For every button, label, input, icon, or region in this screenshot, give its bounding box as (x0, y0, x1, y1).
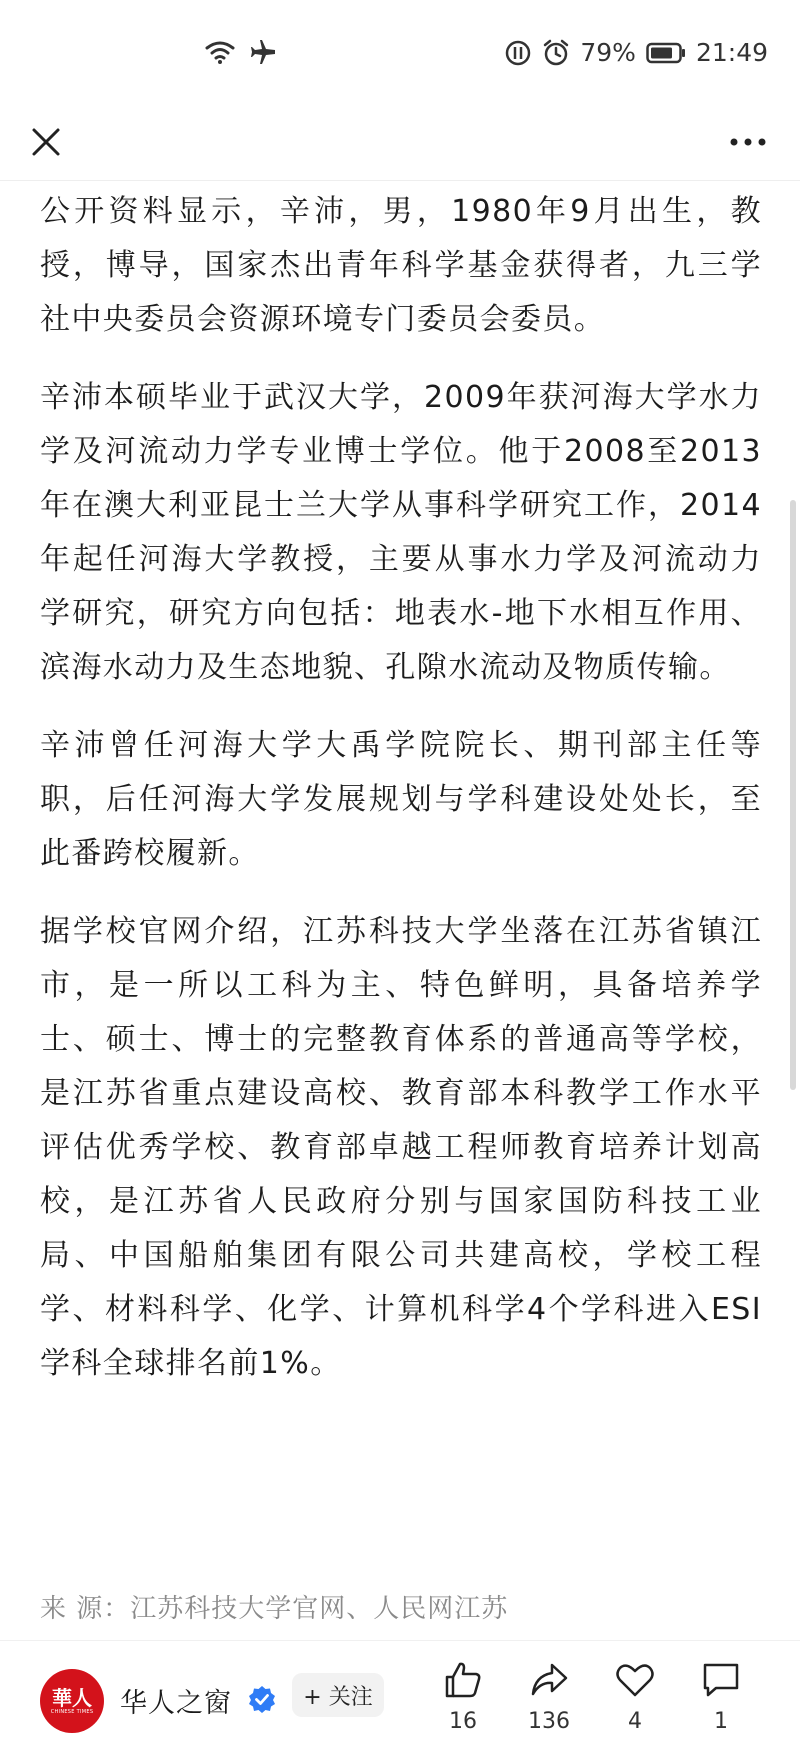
thumbs-up-icon (442, 1659, 484, 1701)
alarm-icon (542, 39, 570, 67)
article-body (40, 185, 762, 1415)
heart-icon (614, 1659, 656, 1701)
comment-icon (700, 1659, 742, 1701)
share-count: 136 (528, 1709, 570, 1734)
article-paragraph: 辛沛本硕毕业于武汉大学，2009年获河海大学水力学及河流动力学专业博士学位。他于2008至2013年在澳大利亚昆士兰大学从事科学研究工作，2014年起任河海大学教授，主要从事水力学及河流动力学研究，研究方向包括：地表水-地下水相互作用、滨海水动力及生态地貌、孔隙水流动及物质传输。 (40, 380, 762, 685)
favorite-count: 4 (628, 1709, 642, 1734)
favorite-button[interactable] (600, 1659, 670, 1734)
more-icon (724, 118, 772, 166)
battery-percent: 79% (580, 38, 636, 67)
share-button[interactable] (514, 1659, 584, 1734)
verified-icon (248, 1685, 276, 1713)
like-button[interactable] (428, 1659, 498, 1734)
article-paragraph: 据学校官网介绍，江苏科技大学坐落在江苏省镇江市，是一所以工科为主、特色鲜明，具备培养学士、硕士、博士的完整教育体系的普通高等学校，是江苏省重点建设高校、教育部本科教学工作水平评估优秀学校、教育部卓越工程师教育培养计划高校，是江苏省人民政府分别与国家国防科技工业局、中国船舶集团有限公司共建高校，学校工程学、材料科学、化学、计算机科学4个学科进入ESI学科全球排名前1%。 (40, 914, 762, 1381)
wifi-icon (205, 40, 235, 64)
airplane-icon (249, 38, 277, 66)
avatar-logo-text: 華人 (52, 1685, 92, 1710)
close-icon (22, 118, 70, 166)
more-button[interactable] (724, 118, 772, 166)
comment-count: 1 (714, 1709, 728, 1734)
battery-icon (646, 42, 686, 64)
share-icon (528, 1659, 570, 1701)
article-paragraph: 辛沛曾任河海大学大禹学院院长、期刊部主任等职，后任河海大学发展规划与学科建设处处长，至此番跨校履新。 (40, 728, 762, 871)
comment-button[interactable] (686, 1659, 756, 1734)
top-toolbar (0, 110, 800, 181)
data-saver-icon (504, 39, 532, 67)
close-button[interactable] (22, 118, 70, 166)
avatar-logo-subtext: CHINESE TIMES (50, 1708, 94, 1715)
clock: 21:49 (695, 38, 768, 67)
like-count: 16 (449, 1709, 477, 1734)
scrollbar[interactable] (790, 500, 796, 1090)
avatar[interactable] (40, 1669, 104, 1733)
status-bar (0, 0, 800, 110)
status-left-icons (205, 38, 277, 66)
status-right-icons (504, 38, 768, 67)
article-paragraph: 公开资料显示，辛沛，男，1980年9月出生，教授，博导，国家杰出青年科学基金获得者，九三学社中央委员会资源环境专门委员会委员。 (40, 194, 762, 337)
author-name[interactable]: 华人之窗 (120, 1688, 232, 1719)
follow-button[interactable]: + 关注 (292, 1673, 384, 1717)
article-source: 来 源：江苏科技大学官网、人民网江苏 (40, 1594, 509, 1624)
bottom-action-bar (0, 1640, 800, 1761)
